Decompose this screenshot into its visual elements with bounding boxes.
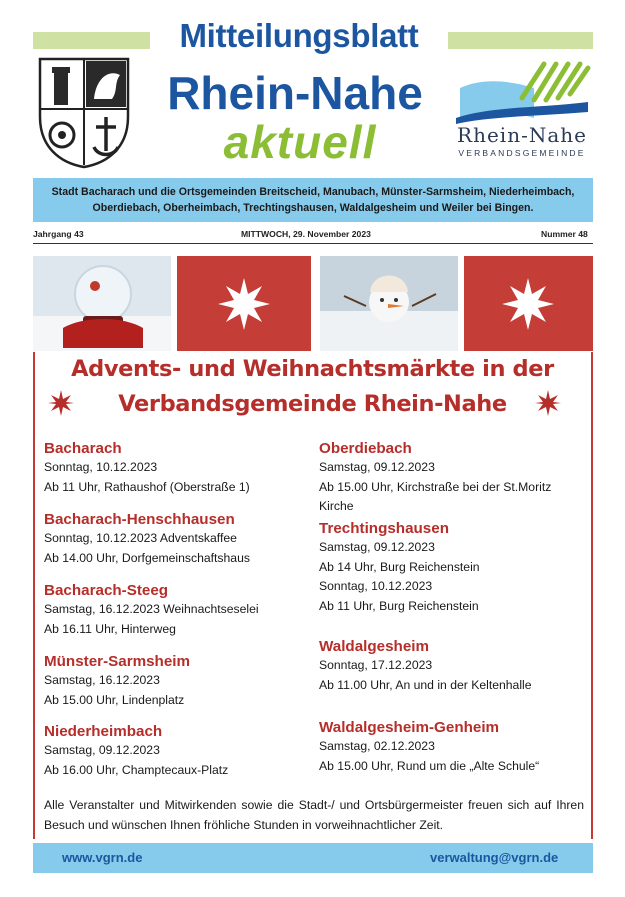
event-time-location: Ab 16.00 Uhr, Champtecaux-Platz <box>44 762 229 777</box>
star-icon <box>177 256 311 351</box>
event-time-location: Ab 11.00 Uhr, An und in der Keltenhalle <box>319 677 532 692</box>
event-place: Bacharach <box>44 440 122 457</box>
logo-subtitle: VERBANDSGEMEINDE <box>458 148 586 158</box>
event-place: Waldalgesheim-Genheim <box>319 719 500 736</box>
event-time-location: Ab 16.11 Uhr, Hinterweg <box>44 621 176 636</box>
event-date: Samstag, 02.12.2023 <box>319 739 435 753</box>
issue-year: Jahrgang 43 <box>33 229 84 239</box>
event-date: Sonntag, 10.12.2023 <box>319 579 433 593</box>
event-place: Oberdiebach <box>319 440 412 457</box>
issue-date: MITTWOCH, 29. November 2023 <box>241 229 371 239</box>
event-place: Niederheimbach <box>44 723 163 740</box>
star-icon <box>533 388 563 418</box>
star-tile-right <box>464 256 593 351</box>
event-date: Sonntag, 17.12.2023 <box>319 658 433 672</box>
event-date: Sonntag, 10.12.2023 Adventskaffee <box>44 531 237 545</box>
closing-text: Alle Veranstalter und Mitwirkenden sowie die Stadt-/ und Ortsbürgermeister freuen sich auf Ihren Besuch und wünschen Ihnen fröhliche Stunden in vorweihnachtlicher Zeit. <box>44 798 584 832</box>
event-date: Sonntag, 10.12.2023 <box>44 460 158 474</box>
municipalities-text: Stadt Bacharach und die Ortsgemeinden Breitscheid, Manubach, Münster-Sarmsheim, Niederheimbach, Oberdiebach, Oberheimbach, Trechtingshausen, Waldalgesheim und Weiler bei Bingen. <box>51 186 575 214</box>
website-link[interactable]: www.vgrn.de <box>62 850 143 865</box>
issue-number: Nummer 48 <box>541 229 588 239</box>
event-bacharach-henschhausen <box>44 511 309 568</box>
event-waldalgesheim-genheim <box>319 719 584 776</box>
event-place: Waldalgesheim <box>319 638 429 655</box>
meta-divider <box>33 243 593 244</box>
event-time-location: Ab 11 Uhr, Rathaushof (Oberstraße 1) <box>44 479 250 494</box>
event-date: Samstag, 16.12.2023 <box>44 673 160 687</box>
coat-of-arms-icon <box>34 55 134 170</box>
publication-region-title: Rhein-Nahe <box>167 67 423 119</box>
snowman-image <box>320 256 458 351</box>
event-time-location: Ab 11 Uhr, Burg Reichenstein <box>319 598 479 613</box>
event-time-location: Ab 14 Uhr, Burg Reichenstein <box>319 559 480 574</box>
event-oberdiebach <box>319 440 584 517</box>
headline-line-1: Advents- und Weihnachtsmärkte in der <box>71 356 554 382</box>
event-time-location: Ab 15.00 Uhr, Lindenplatz <box>44 692 185 707</box>
logo-name: Rhein-Nahe <box>457 123 587 147</box>
municipalities-band <box>33 178 593 222</box>
email-link[interactable]: verwaltung@vgrn.de <box>430 850 559 865</box>
event-time-location: Ab 14.00 Uhr, Dorfgemeinschaftshaus <box>44 550 250 565</box>
star-icon <box>46 388 76 418</box>
event-date: Samstag, 16.12.2023 Weihnachtseselei <box>44 602 259 616</box>
star-tile-left <box>177 256 311 351</box>
event-place: Bacharach-Steeg <box>44 582 169 599</box>
publication-title: Mitteilungsblatt <box>150 14 448 58</box>
event-place: Münster-Sarmsheim <box>44 653 191 670</box>
event-bacharach-steeg <box>44 582 309 639</box>
event-muenster-sarmsheim <box>44 653 309 710</box>
event-time-location: Ab 15.00 Uhr, Kirchstraße bei der St.Moritz <box>319 479 552 494</box>
star-icon <box>464 256 593 351</box>
event-time-location: Ab 15.00 Uhr, Rund um die „Alte Schule“ <box>319 758 540 773</box>
event-place: Trechtingshausen <box>319 520 449 537</box>
event-location-continued: Kirche <box>319 499 354 513</box>
event-waldalgesheim <box>319 638 584 695</box>
event-place: Bacharach-Henschhausen <box>44 511 235 528</box>
panel-border-left <box>33 352 35 839</box>
event-bacharach <box>44 440 309 497</box>
event-trechtingshausen <box>319 520 584 616</box>
event-date: Samstag, 09.12.2023 <box>319 540 435 554</box>
snow-globe-image <box>33 256 171 351</box>
headline-line-2: Verbandsgemeinde Rhein-Nahe <box>118 391 507 417</box>
publication-aktuell-title: aktuell <box>223 116 377 168</box>
event-date: Samstag, 09.12.2023 <box>44 743 160 757</box>
panel-border-right <box>591 352 593 839</box>
event-niederheimbach <box>44 723 309 780</box>
event-date: Samstag, 09.12.2023 <box>319 460 435 474</box>
